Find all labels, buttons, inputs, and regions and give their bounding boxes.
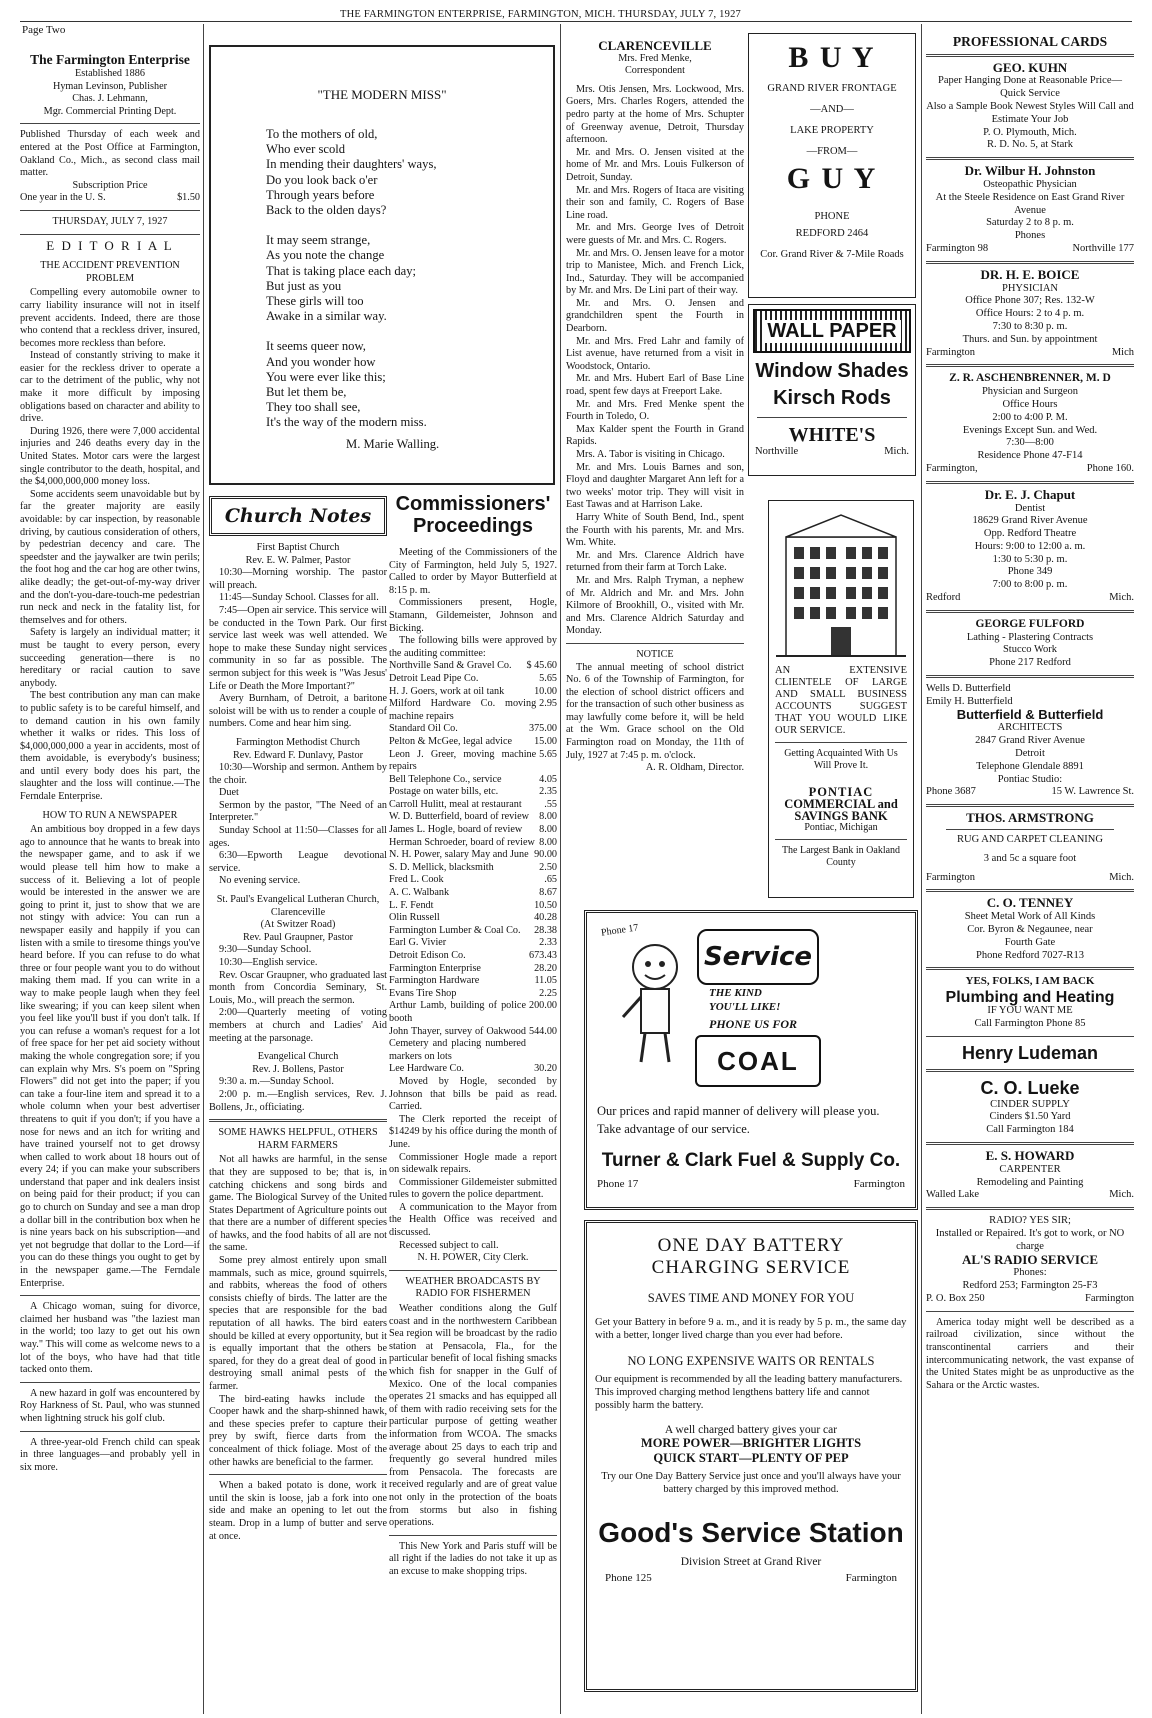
news-item: Mr. and Mrs. Clarence Aldrich have returned from their farm at Torch Lake. bbox=[566, 549, 744, 574]
commissioners-heading: Commissioners' Proceedings bbox=[395, 493, 551, 537]
bill-payee: Farmington Enterprise bbox=[389, 962, 481, 974]
church-pastor: Rev. E. W. Palmer, Pastor bbox=[245, 554, 351, 566]
paragraph: During 1926, there were 7,000 accidental injuries and 246 deaths every day in the United States. Motor cars were the largest single contributor to the death, hospital, and the $4,000,000,000 money loss. bbox=[20, 425, 200, 488]
bill-amount: 544.00 bbox=[528, 1025, 557, 1037]
paragraph: Some prey almost entirely upon small mammals, such as mice, ground squirrels, and rabbits, whereas the food of others consists chiefly of birds. The latter are the species that are responsible for the bad reputation of all hawks. The bird eaters should be killed at every opportunity, but it is equally important that the others be spared, for they do a great deal of good in destroying small animal pests of the farmer. bbox=[209, 1255, 387, 1392]
paragraph: A communication to the Mayor from the Health Office was received and discussed. bbox=[389, 1201, 557, 1239]
card-aschenbrenner: Z. R. ASCHENBRENNER, M. D Physician and Surgeon Office Hours 2:00 to 4:00 P. M. Evenings Except Sun. and Wed. 7:30—8:00 Residence Phone 47-F14 Farmington, Phone 160. bbox=[926, 372, 1134, 474]
bill-payee: Arthur Lamb, building of police booth bbox=[389, 1000, 526, 1024]
church-item: No evening service. bbox=[219, 875, 301, 887]
bill-payee: H. J. Goers, work at oil tank bbox=[389, 685, 505, 697]
bill-row bbox=[389, 686, 557, 699]
column-rule bbox=[560, 24, 561, 1714]
section-heading: CLARENCEVILLE bbox=[598, 40, 712, 53]
card-tenney: C. O. TENNEY Sheet Metal Work of All Kinds Cor. Byron & Negaunee, near Fourth Gate Phone Redford 7027-R13 bbox=[964, 895, 1096, 961]
bill-amount: 28.20 bbox=[534, 962, 557, 974]
paragraph: Moved by Hogle, seconded by Johnson that bills be paid as read. Carried. bbox=[389, 1075, 557, 1113]
ad-line: Window Shades bbox=[755, 360, 909, 382]
bill-payee: W. D. Butterfield, board of review bbox=[389, 811, 529, 823]
poem-stanza: It may seem strange, As you note the change That is taking place each day; But just as you These girls will too Awake in a similar way. bbox=[266, 233, 417, 324]
bank-ad bbox=[768, 500, 914, 898]
church-name: St. Paul's Evangelical Lutheran Church, Clarenceville bbox=[216, 894, 380, 918]
ad-text: Our equipment is recommended by all the leading battery manufacturers. This improved charging method lengthens battery life and cannot possibly harm the battery. bbox=[595, 1374, 903, 1411]
paragraph: Instead of constantly striving to make it easier for the reckless driver to operate a car to the detriment of the public, why not make it more difficult by imposing obligations based on character and ability to drive. bbox=[20, 350, 200, 425]
ad-line: Getting Acquainted With Us Will Prove It. bbox=[784, 748, 898, 771]
paragraph: Commissioner Gildemeister submitted rules to govern the police department. bbox=[389, 1176, 557, 1201]
article-title: HOW TO RUN A NEWSPAPER bbox=[42, 809, 178, 821]
staff-line: Chas. J. Lehmann, bbox=[72, 93, 148, 105]
poem-title: "THE MODERN MISS" bbox=[317, 87, 447, 102]
staff-line: Mgr. Commercial Printing Dept. bbox=[43, 105, 177, 117]
guy-ad bbox=[748, 33, 916, 298]
ad-line: A well charged battery gives your car bbox=[664, 1424, 838, 1436]
clarenceville-column bbox=[566, 40, 744, 902]
editorial-column bbox=[20, 52, 200, 1712]
ad-line: Division Street at Grand River bbox=[680, 1556, 822, 1568]
bill-payee: Lee Hardware Co. bbox=[389, 1063, 464, 1075]
bill-payee: John Thayer, survey of Oakwood Cemetery and placing numbered markers on lots bbox=[389, 1025, 526, 1062]
paragraph: Recessed subject to call. bbox=[399, 1239, 499, 1251]
ad-text: Try our One Day Battery Service just once and you'll always have your battery charged by this improved method. bbox=[601, 1471, 901, 1495]
art-phone: Phone 17 bbox=[600, 922, 640, 939]
bill-row bbox=[389, 786, 557, 799]
bill-payee: L. F. Fendt bbox=[389, 899, 434, 911]
news-item: Mrs. A. Tabor is visiting in Chicago. bbox=[576, 449, 725, 460]
bill-amount: 375.00 bbox=[528, 723, 557, 735]
bill-row bbox=[389, 937, 557, 950]
coal-mascot-illustration bbox=[615, 937, 695, 1067]
poem-box bbox=[209, 45, 555, 485]
bill-payee: Farmington Hardware bbox=[389, 975, 480, 987]
church-item: 10:30—English service. bbox=[219, 957, 318, 968]
bill-payee: Postage on water bills, etc. bbox=[389, 786, 499, 798]
art-line: THE KIND bbox=[709, 987, 762, 999]
byline-role: Correspondent bbox=[625, 65, 685, 77]
card-radio: RADIO? YES SIR; Installed or Repaired. It's got to work, or NO charge AL'S RADIO SERVICE Phones: Redford 253; Farmington 25-F3 P. O. Box 250 Farmington bbox=[926, 1215, 1134, 1304]
church-name: First Baptist Church bbox=[256, 542, 340, 553]
bill-row bbox=[389, 900, 557, 913]
paragraph: Weather conditions along the Gulf coast and in the northwestern Caribbean Sea region will be broadcast by the radio station at Pensacola, Fla., for the particular benefit of local fishing smacks which fish for snapper in the Gulf of Mexico. One of the local companies operates 21 smacks and has equipped all of them with radio receiving sets for the particular purpose of getting weather information from WCOA. The smacks average about 25 days to each trip and frequently go several hundred miles from Pensacola. The forecasts are received regularly and are of great value not only in the protection of the boats from storms but also in fishing operations. bbox=[389, 1303, 557, 1529]
bill-payee: Farmington Lumber & Coal Co. bbox=[389, 924, 521, 936]
poem-stanza: It seems queer now, And you wonder how You were ever like this; But let them be, They too shall see, It's the way of the modern miss. bbox=[266, 339, 427, 430]
coal-truck: COAL bbox=[695, 1035, 821, 1087]
paragraph: This New York and Paris stuff will be all right if the ladies do not take it up as an excuse to make shopping trips. bbox=[389, 1540, 557, 1577]
subscription-label: Subscription Price bbox=[72, 179, 148, 191]
paragraph: An ambitious boy dropped in a few days ago to announce that he wants to break into the newspaper game, and to ask if we would please tell him how to make a success of it. Believing a lot of people would be interested in the answer we are going to print it, just to show that we are not stingy with advice: You can run a newspaper easily and happily if you can listen with a smile to tiresome things you've heard before. If you can refuse to do what three or four people want you to do without making them mad. If you can write in a way to make people laugh when they feel like swearing; if you can keep silent when you feel like you'll bust if you don't talk. If you can refuse a woman's request for a lot of free space for her pet aid society without making the whole congregation sore; if you can explain why Mrs. S's poem on "Spring Flowers" did not get into the paper; if you can take a four-line item and spread it to a whole column when your best advertiser threatens to quit if you don't; if you have a nose for news and an itch for writing and have trained yourself not to get drowsy when called to work about 18 hours out of every 24; if you can make your subscribers understand that paper and ink dealers insist on being paid for their product; if you can go to church on Sunday and see a man drop a dollar bill in the contribution box when he is nine years back on his subscription—and yet not begrudge that dollar to the Lord—if you can do these things you ought to get by in the newspaper game.—The Ferndale Enterprise. bbox=[20, 824, 200, 1289]
coal-ad bbox=[584, 910, 918, 1210]
church-pastor: (At Switzer Road) bbox=[260, 919, 336, 931]
bill-row bbox=[389, 1063, 557, 1076]
article-title: THE ACCIDENT PREVENTION PROBLEM bbox=[40, 260, 180, 284]
ad-text: AN EXTENSIVE CLIENTELE OF LARGE AND SMALL BUSINESS ACCOUNTS SUGGEST THAT YOU WOULD LIKE OUR SERVICE. bbox=[775, 665, 907, 736]
byline: Mrs. Fred Menke, bbox=[618, 52, 692, 64]
ad-line: MORE POWER—BRIGHTER LIGHTS bbox=[640, 1436, 862, 1450]
church-item: Sunday School at 11:50—Classes for all ages. bbox=[209, 825, 387, 849]
news-item: Max Kalder spent the Fourth in Grand Rapids. bbox=[566, 423, 744, 448]
church-column bbox=[209, 496, 387, 1711]
paragraph: Some accidents seem unavoidable but by far the greater majority are easily avoidable: by car inspection, by reasonable driving, by cautious consideration of others, by pedestrian decency and care. The speedster and the jaywalker are twin perils; the foot hog and the car hog are other twins, alike deadly; the get-out-of-my-way driver and the don't-you-dare-touch-me pedestrian run neck and neck in the fatality list, for themselves and for others. bbox=[20, 488, 200, 626]
bill-row bbox=[389, 736, 557, 749]
news-item: Mr. and Mrs. Hubert Earl of Base Line road, spent few days at Freeport Lake. bbox=[566, 373, 744, 398]
coal-ad-art bbox=[597, 921, 905, 1096]
bill-amount: 40.28 bbox=[534, 912, 557, 924]
card-lueke: C. O. Lueke CINDER SUPPLY Cinders $1.50 Yard Call Farmington 184 bbox=[980, 1077, 1080, 1136]
ad-line: QUICK START—PLENTY OF PEP bbox=[653, 1451, 849, 1465]
bill-amount: 11.05 bbox=[534, 975, 557, 987]
bill-payee: Detroit Edison Co. bbox=[389, 950, 466, 961]
ad-location: Northville Mich. bbox=[755, 446, 909, 457]
church-item: 10:30—Morning worship. The pastor will preach. bbox=[209, 567, 387, 591]
church-pastor: Rev. Edward F. Dunlavy, Pastor bbox=[233, 749, 363, 761]
news-item: Mr. and Mrs. Rogers of Itaca are visiting their son and family, C. Rogers of Base Line road. bbox=[566, 184, 744, 221]
bank-name: COMMERCIAL and bbox=[784, 797, 898, 811]
church-pastor: Rev. J. Bollens, Pastor bbox=[252, 1063, 344, 1075]
paragraph: A Chicago woman, suing for divorce, claimed her husband was "the laziest man in the world; too lazy to get out his own way." This will come as welcome news to a lot of the boys, who have had that title tacked onto them. bbox=[20, 1301, 200, 1376]
established: Established 1886 bbox=[75, 68, 145, 79]
ad-line: REDFORD 2464 bbox=[795, 228, 869, 239]
bill-amount: $ 45.60 bbox=[526, 660, 557, 672]
bill-row bbox=[389, 811, 557, 824]
bill-row bbox=[389, 950, 557, 963]
church-item: 7:45—Open air service. This service will be conducted in the Town Park. Our first service last week was well attended. We hope to make these Sunday night services community in so far as possible. The sermon subject for this week is "Was Jesus' Life or Death the More Important?" bbox=[209, 604, 387, 692]
wallpaper-banner: WALL PAPER bbox=[753, 309, 911, 353]
whites-ad bbox=[748, 304, 916, 476]
staff-line: Hyman Levinson, Publisher bbox=[52, 80, 168, 92]
news-item: Mr. and Mrs. George Ives of Detroit were guests of Mr. and Mrs. C. Rogers. bbox=[566, 222, 744, 246]
editorial-heading: E D I T O R I A L bbox=[46, 237, 174, 253]
art-line: YOU'LL LIKE! bbox=[709, 1001, 781, 1013]
card-johnston: Dr. Wilbur H. Johnston Osteopathic Physician At the Steele Residence on East Grand River Avenue Saturday 2 to 8 p. m. Phones Farmington 98 Northville 177 bbox=[926, 163, 1134, 254]
bank-building-illustration bbox=[776, 507, 906, 657]
bill-row bbox=[389, 837, 557, 850]
ad-name: WHITE'S bbox=[788, 424, 876, 446]
ad-footer: Phone 17 Farmington bbox=[597, 1178, 905, 1190]
paper-name: The Farmington Enterprise bbox=[30, 52, 190, 67]
card-chaput: Dr. E. J. Chaput Dentist 18629 Grand River Avenue Opp. Redford Theatre Hours: 9:00 to 12:00 a. m. 1:30 to 5:30 p. m. Phone 349 7:00 to 8:00 p. m. Redford Mich. bbox=[926, 486, 1134, 604]
bill-payee: Standard Oil Co. bbox=[389, 723, 458, 735]
paragraph: When a baked potato is done, work it until the skin is loose, jab a fork into one side and make an opening to let out the steam. Drop in a lump of butter and serve at once. bbox=[209, 1480, 387, 1542]
ad-line: PHONE bbox=[814, 211, 850, 222]
bill-payee: Detroit Lead Pipe Co. bbox=[389, 672, 479, 684]
card-armstrong: THOS. ARMSTRONG RUG AND CARPET CLEANING 3 and 5c a square foot Farmington Mich. bbox=[926, 810, 1134, 883]
ad-line: Kirsch Rods bbox=[773, 387, 891, 409]
column-rule bbox=[203, 24, 204, 1714]
paragraph: A three-year-old French child can speak in three languages—and probably yell in six more. bbox=[20, 1436, 200, 1473]
bill-payee: A. C. Walbank bbox=[389, 887, 450, 899]
card-kuhn: GEO. KUHN Paper Hanging Done at Reasonable Price— Quick Service Also a Sample Book Newest Styles Will Call and Estimate Your Job P. O. Plymouth, Mich. R. D. No. 5, at Stark bbox=[926, 59, 1134, 151]
bill-payee: Evans Tire Shop bbox=[389, 987, 457, 999]
notice-title: NOTICE bbox=[636, 648, 674, 660]
commissioners-column bbox=[389, 493, 557, 1711]
ad-line: Cor. Grand River & 7-Mile Roads bbox=[760, 249, 904, 260]
ad-line: Pontiac, Michigan bbox=[804, 822, 878, 833]
bill-payee: N. H. Power, salary May and June bbox=[389, 849, 529, 861]
filler-paragraph: America today might well be described as a railroad civilization, since without the transcontinental carriers and their intercommunicating network, the vast expanse of the United States might be as unproductive as the Sahara or the Arctic wastes. bbox=[926, 1316, 1134, 1391]
church-name: Farmington Methodist Church bbox=[236, 736, 360, 748]
church-item: Sermon by the pastor, "The Need of an Interpreter." bbox=[209, 799, 387, 824]
bill-row bbox=[389, 723, 557, 736]
article-title: SOME HAWKS HELPFUL, OTHERS HARM FARMERS bbox=[218, 1127, 378, 1151]
ad-subheadline: NO LONG EXPENSIVE WAITS OR RENTALS bbox=[627, 1354, 875, 1368]
news-item: Harry White of South Bend, Ind., spent the Fourth with his parents, Mr. and Mrs. Wm. White. bbox=[566, 511, 744, 549]
bill-amount: .65 bbox=[544, 874, 557, 886]
bill-amount: 2.35 bbox=[539, 786, 557, 798]
professional-cards-column bbox=[926, 34, 1134, 1712]
bill-payee: Pelton & McGee, legal advice bbox=[389, 735, 513, 747]
ad-headline: CHARGING SERVICE bbox=[651, 1257, 851, 1278]
bill-payee: Herman Schroeder, board of review bbox=[389, 836, 535, 848]
news-item: Mr. and Mrs. Fred Menke spent the Fourth in Toledo, O. bbox=[566, 398, 744, 423]
news-item: Mr. and Mrs. Louis Barnes and son, Floyd and daughter Margaret Ann left for a two weeks' motor trip. They will visit in East Tawas and at Harrison Lake. bbox=[566, 461, 744, 511]
clarenceville-items bbox=[566, 84, 744, 638]
poem-stanza: To the mothers of old, Who ever scold In mending their daughters' ways, Do you look back o'er Through years before Back to the olden days? bbox=[266, 127, 437, 218]
bank-name: SAVINGS BANK bbox=[794, 809, 888, 823]
bill-amount: 5.65 bbox=[539, 748, 557, 760]
bill-amount: 28.38 bbox=[534, 924, 557, 936]
paragraph: Compelling every automobile owner to carry liability insurance will not in itself prevent accidents. Indeed, there are those who contend that a reckless driver, insured, becomes more reckless than before. bbox=[20, 287, 200, 349]
bill-row bbox=[389, 673, 557, 686]
subscription-price: One year in the U. S. $1.50 bbox=[20, 192, 200, 204]
bill-row bbox=[389, 799, 557, 812]
bill-row bbox=[389, 698, 557, 723]
ad-headline: B U Y bbox=[788, 41, 876, 74]
church-item: Avery Burnham, of Detroit, a baritone soloist will be with us to render a couple of numbers. Come and hear him sing. bbox=[209, 693, 387, 730]
paragraph: Not all hawks are harmful, in the sense that they are supposed to be; that is, in catching chickens and song birds and game. The Biological Survey of the United States Department of Agriculture points out that there are a number of different species of hawks, and the food habits of all are not the same. bbox=[209, 1154, 387, 1254]
bill-amount: 8.00 bbox=[539, 836, 557, 848]
art-line: PHONE US FOR bbox=[709, 1017, 798, 1031]
bill-amount: 673.43 bbox=[528, 950, 557, 961]
bill-amount: 5.65 bbox=[539, 672, 557, 684]
bill-payee: Olin Russell bbox=[389, 912, 440, 924]
news-item: Mr. and Mrs. O. Jensen and grandchildren spent the Fourth in Dearborn. bbox=[566, 297, 744, 335]
news-item: Mrs. Otis Jensen, Mrs. Lockwood, Mrs. Goers, Mrs. Charles Rogers, attended the pedro party at the home of Mrs. Schupter of Greenway avenue, Detroit, Thursday afternoon. bbox=[566, 83, 744, 146]
church-item: 2:00 p. m.—English services, Rev. J. Bollens, Jr., officiating. bbox=[209, 1088, 387, 1113]
card-fulford: GEORGE FULFORD Lathing - Plastering Contracts Stucco Work Phone 217 Redford bbox=[966, 617, 1094, 669]
bill-payee: Bell Telephone Co., service bbox=[389, 773, 502, 785]
bill-amount: .55 bbox=[544, 798, 557, 810]
bill-row bbox=[389, 874, 557, 887]
bill-row bbox=[389, 988, 557, 1001]
card-butterfield: Wells D. Butterfield Emily H. Butterfield Butterfield & Butterfield ARCHITECTS 2847 Grand River Avenue Detroit Telephone Glendale 8891 Pontiac Studio: Phone 3687 15 W. Lawrence St. bbox=[926, 683, 1134, 798]
bill-row bbox=[389, 660, 557, 673]
ad-headline: ONE DAY BATTERY bbox=[657, 1235, 845, 1256]
card-ludeman: YES, FOLKS, I AM BACK Plumbing and Heating IF YOU WANT ME Call Farmington Phone 85 Henry Ludeman bbox=[926, 975, 1134, 1063]
ad-footer: Phone 125 Farmington bbox=[605, 1572, 897, 1584]
bills-list bbox=[389, 660, 557, 1076]
bill-payee: Carroll Hulitt, meal at restaurant bbox=[389, 798, 522, 810]
paragraph: Meeting of the Commissioners of the City of Farmington, held July 5, 1927. Called to order by Mayor Butterfield at 8:15 p. m. bbox=[389, 547, 557, 596]
coal-art-word: Service bbox=[697, 929, 819, 985]
bill-amount: 8.67 bbox=[539, 887, 557, 899]
bill-row bbox=[389, 925, 557, 938]
column-rule bbox=[921, 24, 922, 1714]
paragraph: Commissioners present, Hogle, Stamann, Gildemeister, Johnson and Bicking. bbox=[389, 597, 557, 634]
bill-amount: 30.20 bbox=[534, 1063, 557, 1075]
church-name: Evangelical Church bbox=[257, 1051, 339, 1063]
paragraph: The annual meeting of school district No. 6 of the Township of Farmington, for the election of school district officers and for the transaction of such other business as may lawfully come before it, will be held at the Wm. Grace school on the Old Farmington road on Monday, the 11th of July, 1927 at 7:45 p. m. o'clock. bbox=[566, 661, 744, 761]
paragraph: Commissioner Hogle made a report on sidewalk repairs. bbox=[389, 1151, 557, 1176]
ad-name: Good's Service Station bbox=[598, 1517, 904, 1548]
bill-payee: Earl G. Vivier bbox=[389, 937, 447, 949]
card-howard: E. S. HOWARD CARPENTER Remodeling and Painting Walled Lake Mich. bbox=[926, 1147, 1134, 1201]
bill-amount: 10.50 bbox=[534, 899, 557, 911]
church-item: Rev. Oscar Graupner, who graduated last month from Concordia Seminary, St. Louis, Mo., will preach the sermon. bbox=[209, 969, 387, 1006]
ad-line: —AND— bbox=[810, 104, 854, 115]
news-item: Mr. and Mrs. Fred Lahr and family of List avenue, have returned from a visit in Woodstock, Ontario. bbox=[566, 335, 744, 372]
bill-payee: Leon J. Greer, moving machine repairs bbox=[389, 748, 537, 773]
news-item: Mr. and Mrs. O. Jensen visited at the home of Mr. and Mrs. Louis Fulkerson of Detroit, Sunday. bbox=[566, 146, 744, 183]
bill-row bbox=[389, 963, 557, 976]
article-title: WEATHER BROADCASTS BY RADIO FOR FISHERMEN bbox=[405, 1275, 541, 1300]
bill-amount: 2.33 bbox=[539, 937, 557, 949]
bill-amount: 10.00 bbox=[534, 685, 557, 697]
ad-subheadline: SAVES TIME AND MONEY FOR YOU bbox=[647, 1291, 855, 1305]
bill-row bbox=[389, 749, 557, 774]
battery-ad bbox=[584, 1220, 918, 1692]
section-heading: PROFESSIONAL CARDS bbox=[952, 34, 1108, 49]
ad-text: Our prices and rapid manner of delivery will please you. Take advantage of our service. bbox=[597, 1104, 880, 1136]
church-item: 9:30 a. m.—Sunday School. bbox=[219, 1076, 334, 1088]
bill-amount: 90.00 bbox=[534, 849, 557, 861]
paragraph: The Clerk reported the receipt of $14249 by his office during the month of June. bbox=[389, 1113, 557, 1150]
bank-name: PONTIAC bbox=[808, 785, 874, 799]
church-item: Duet bbox=[219, 787, 239, 799]
bill-amount: 2.25 bbox=[539, 987, 557, 999]
paragraph: The following bills were approved by the auditing committee: bbox=[389, 635, 557, 659]
masthead: THE FARMINGTON ENTERPRISE, FARMINGTON, MICH. THURSDAY, JULY 7, 1927 bbox=[340, 9, 741, 20]
paragraph: The bird-eating hawks include the Cooper hawk and the sharp-shinned hawk, and these species prefer to capture their prey by swift, fierce darts from the concealment of thick foliage. Most of the other hawks are beneficial to the farmer. bbox=[209, 1393, 387, 1468]
paragraph: A new hazard in golf was encountered by Roy Harkness of St. Paul, who was stunned when lightning struck his golf club. bbox=[20, 1387, 200, 1424]
ad-line: LAKE PROPERTY bbox=[790, 125, 874, 136]
page-label: Page Two bbox=[22, 24, 66, 36]
news-item: Mr. and Mrs. Ralph Tryman, a nephew of Mr. Aldrich and Mr. and Mrs. John Kilmore of Brookhill, O., visited with Mr. and Mrs. Clarence Aldrich Saturday and Monday. bbox=[566, 574, 744, 637]
bill-row bbox=[389, 774, 557, 787]
bill-row bbox=[389, 824, 557, 837]
ad-line: The Largest Bank in Oakland County bbox=[781, 845, 901, 868]
ad-line: —FROM— bbox=[806, 146, 858, 157]
church-notes-body bbox=[209, 542, 387, 1114]
bill-amount: 2.95 bbox=[539, 698, 557, 710]
bill-row bbox=[389, 975, 557, 988]
bill-row bbox=[389, 912, 557, 925]
issue-date: THURSDAY, JULY 7, 1927 bbox=[52, 215, 168, 227]
ad-line: GRAND RIVER FRONTAGE bbox=[767, 83, 897, 94]
card-boice: DR. H. E. BOICE PHYSICIAN Office Phone 307; Res. 132-W Office Hours: 2 to 4 p. m. 7:30 to 8:30 p. m. Thurs. and Sun. by appointment Farmington Mich bbox=[926, 266, 1134, 358]
bill-amount: 8.00 bbox=[539, 824, 557, 836]
clerk-signature: N. H. POWER, City Clerk. bbox=[417, 1252, 529, 1264]
church-pastor: Rev. Paul Graupner, Pastor bbox=[242, 931, 354, 943]
church-item: 2:00—Quarterly meeting of voting members at church and Ladies' Aid meeting at the parsonage. bbox=[209, 1007, 387, 1044]
bill-row bbox=[389, 849, 557, 862]
paragraph: Safety is largely an individual matter; it must be taught to every person, every succeeding generation—there is no hereditary or racial caution to save anybody. bbox=[20, 627, 200, 689]
bill-payee: Fred L. Cook bbox=[389, 874, 444, 886]
church-item: 9:30—Sunday School. bbox=[219, 944, 312, 956]
poem-author: M. Marie Walling. bbox=[346, 436, 440, 451]
paragraph: The best contribution any man can make to public safety is to be careful himself, and to demand caution in his own family whether it walks or rides. This loss of $4,000,000,000 a year in accidents, most of them avoidable, is everybody's business; and until every body does his part, the slaughter and the loss will continue.—The Ferndale Enterprise. bbox=[20, 690, 200, 803]
ad-text: Get your Battery in before 9 a. m., and it is ready by 5 p. m., the same day with a better, longer lived charge than you ever had before. bbox=[595, 1317, 907, 1341]
church-item: 11:45—Sunday School. Classes for all. bbox=[219, 592, 379, 604]
top-rule bbox=[20, 21, 1132, 22]
news-item: Mr. and Mrs. O. Jensen leave for a motor trip to Manistee, Mich. and French Lick, Ind., Saturday. They will be accompanied by Mr. and Mrs. De Lini part of their way. bbox=[566, 247, 744, 297]
bill-row bbox=[389, 1000, 557, 1025]
bill-payee: Milford Hardware Co. moving machine repairs bbox=[389, 698, 537, 722]
bill-amount: 200.00 bbox=[528, 1000, 557, 1012]
church-item: 10:30—Worship and sermon. Anthem by the choir. bbox=[209, 762, 387, 786]
bill-row bbox=[389, 862, 557, 875]
ad-name: Turner & Clark Fuel & Supply Co. bbox=[601, 1150, 901, 1171]
bill-amount: 8.00 bbox=[539, 811, 557, 823]
ad-headline: G U Y bbox=[786, 162, 878, 195]
bill-amount: 15.00 bbox=[534, 735, 557, 747]
church-item: 6:30—Epworth League devotional service. bbox=[209, 850, 387, 874]
bill-row bbox=[389, 887, 557, 900]
bill-row bbox=[389, 1026, 557, 1064]
bill-amount: 4.05 bbox=[539, 773, 557, 785]
bill-payee: Northville Sand & Gravel Co. bbox=[389, 660, 512, 672]
bill-payee: James L. Hogle, board of review bbox=[389, 824, 523, 836]
bill-payee: S. D. Mellick, blacksmith bbox=[389, 861, 494, 873]
church-notes-heading: Church Notes bbox=[209, 496, 387, 536]
publication-notice: Published Thursday of each week and entered at the Post Office at Farmington, Oakland Co., Mich., as second class mail matter. bbox=[20, 129, 200, 179]
bill-amount: 2.50 bbox=[539, 861, 557, 873]
notice-signature: A. R. Oldham, Director. bbox=[645, 762, 744, 774]
